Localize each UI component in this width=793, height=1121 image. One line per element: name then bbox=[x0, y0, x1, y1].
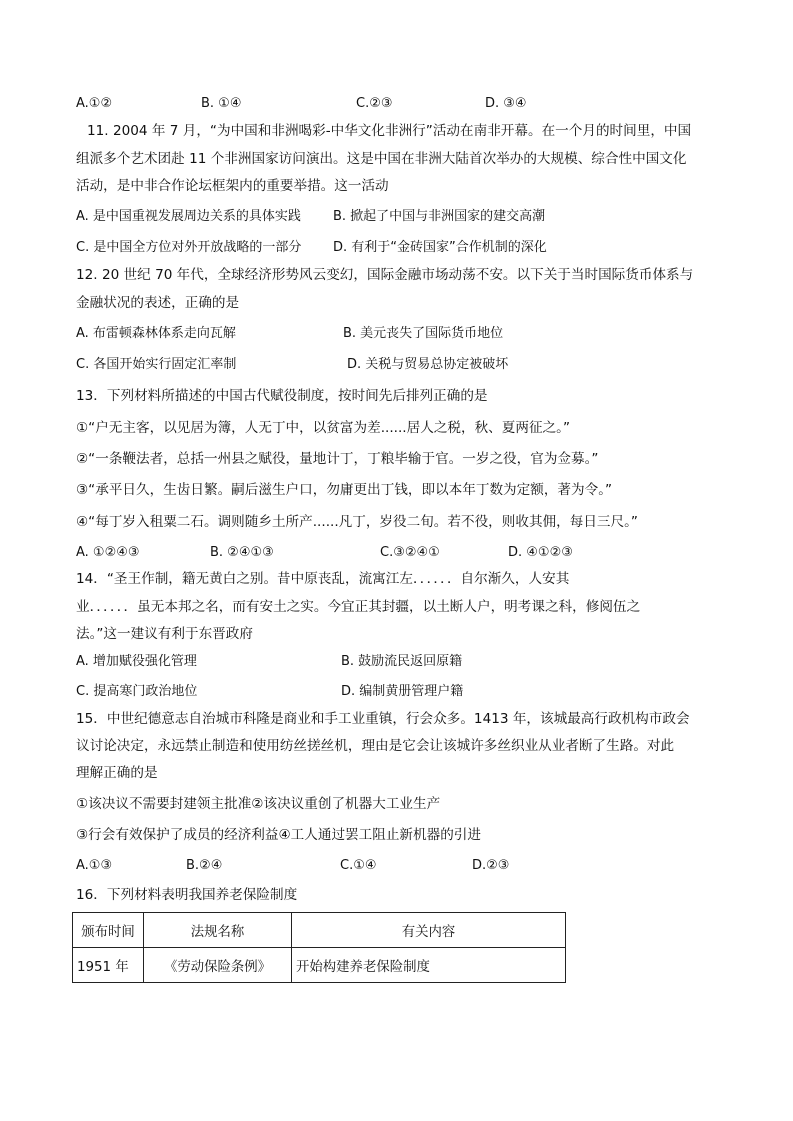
table-row bbox=[73, 948, 566, 983]
table-header-date: 颁布时间 bbox=[73, 913, 144, 948]
q13-stem: 13．下列材料所描述的中国古代赋役制度，按时间先后排列正确的是 bbox=[76, 388, 488, 404]
q14-option-d: D. 编制黄册管理户籍 bbox=[341, 684, 464, 699]
table-header-content: 有关内容 bbox=[292, 913, 566, 948]
q15-statement-line-2: ③行会有效保护了成员的经济利益④工人通过罢工阻止新机器的引进 bbox=[76, 827, 481, 843]
q12-option-b: B. 美元丧失了国际货币地位 bbox=[343, 326, 504, 341]
q12-option-c: C. 各国开始实行固定汇率制 bbox=[76, 357, 237, 372]
q15-option-b: B.②④ bbox=[186, 858, 223, 873]
q14-stem-line-3: 法。”这一建议有利于东晋政府 bbox=[76, 626, 253, 642]
q11-option-b: B. 掀起了中国与非洲国家的建交高潮 bbox=[333, 209, 546, 224]
q15-stem-line-2: 议讨论决定，永远禁止制造和使用纺丝搓丝机，理由是它会让该城许多丝织业从业者断了生路。对此 bbox=[76, 738, 675, 754]
q13-material-3: ③“承平日久，生齿日繁。嗣后滋生户口，勿庸更出丁钱，即以本年丁数为定额，著为令。” bbox=[76, 482, 613, 498]
q15-option-a: A.①③ bbox=[76, 858, 113, 873]
q12-option-a: A. 布雷顿森林体系走向瓦解 bbox=[76, 326, 236, 341]
table-header-row bbox=[73, 913, 566, 948]
table-cell-content: 开始构建养老保险制度 bbox=[292, 948, 566, 983]
q13-option-c: C.③②④① bbox=[380, 545, 440, 560]
q13-option-b: B. ②④①③ bbox=[210, 545, 274, 560]
q15-statement-line-1: ①该决议不需要封建领主批准②该决议重创了机器大工业生产 bbox=[76, 796, 441, 812]
q11-option-c: C. 是中国全方位对外开放战略的一部分 bbox=[76, 240, 302, 255]
q10-option-b: B. ①④ bbox=[201, 96, 242, 111]
law-table bbox=[72, 912, 566, 983]
table-header-law: 法规名称 bbox=[144, 913, 292, 948]
q15-option-d: D.②③ bbox=[472, 858, 510, 873]
q15-option-c: C.①④ bbox=[340, 858, 377, 873]
q12-stem-line-2: 金融状况的表述，正确的是 bbox=[76, 295, 240, 311]
q14-option-a: A. 增加赋役强化管理 bbox=[76, 654, 197, 669]
q11-option-a: A. 是中国重视发展周边关系的具体实践 bbox=[76, 209, 301, 224]
q15-stem-line-3: 理解正确的是 bbox=[76, 765, 158, 781]
q12-option-d: D. 关税与贸易总协定被破坏 bbox=[347, 357, 509, 372]
q11-option-d: D. 有利于“金砖国家”合作机制的深化 bbox=[333, 240, 547, 255]
q16-stem: 16．下列材料表明我国养老保险制度 bbox=[76, 887, 298, 903]
q14-option-c: C. 提高寒门政治地位 bbox=[76, 684, 198, 699]
q11-stem-line-1: 11. 2004 年 7 月，“为中国和非洲喝彩-中华文化非洲行”活动在南非开幕。在一个月的时间里，中国 bbox=[87, 123, 692, 139]
q13-option-a: A. ①②④③ bbox=[76, 545, 140, 560]
q14-stem-line-1: 14．“圣王作制，籍无黄白之别。昔中原丧乱，流寓江左．．．．．．自尔渐久，人安其 bbox=[76, 571, 570, 587]
q12-stem-line-1: 12. 20 世纪 70 年代，全球经济形势风云变幻，国际金融市场动荡不安。以下关于当时国际货币体系与 bbox=[76, 267, 694, 283]
q13-option-d: D. ④①②③ bbox=[508, 545, 573, 560]
q10-option-c: C.②③ bbox=[356, 96, 393, 111]
q10-option-a: A.①② bbox=[76, 96, 113, 111]
q13-material-4: ④“每丁岁入租粟二石。调则随乡土所产......凡丁，岁役二旬。若不役，则收其佣，每日三尺。” bbox=[76, 514, 638, 530]
q14-stem-line-2: 业．．．．．．虽无本邦之名，而有安土之实。今宜正其封疆，以土断人户，明考课之科，修阅伍之 bbox=[76, 599, 641, 615]
q14-option-b: B. 鼓励流民返回原籍 bbox=[341, 654, 463, 669]
table-cell-law: 《劳动保险条例》 bbox=[144, 948, 292, 983]
q15-stem-line-1: 15．中世纪德意志自治城市科隆是商业和手工业重镇，行会众多。1413 年，该城最高行政机构市政会 bbox=[76, 711, 690, 727]
q13-material-2: ②“一条鞭法者，总括一州县之赋役，量地计丁，丁粮毕输于官。一岁之役，官为佥募。” bbox=[76, 451, 599, 467]
q11-stem-line-2: 组派多个艺术团赴 11 个非洲国家访问演出。这是中国在非洲大陆首次举办的大规模、综合性中国文化 bbox=[76, 151, 687, 167]
table-cell-date: 1951 年 bbox=[73, 948, 144, 983]
q13-material-1: ①“户无主客，以见居为簿，人无丁中，以贫富为差......居人之税，秋、夏两征之。” bbox=[76, 420, 570, 436]
q11-stem-line-3: 活动，是中非合作论坛框架内的重要举措。这一活动 bbox=[76, 178, 389, 194]
q10-option-d: D. ③④ bbox=[485, 96, 527, 111]
